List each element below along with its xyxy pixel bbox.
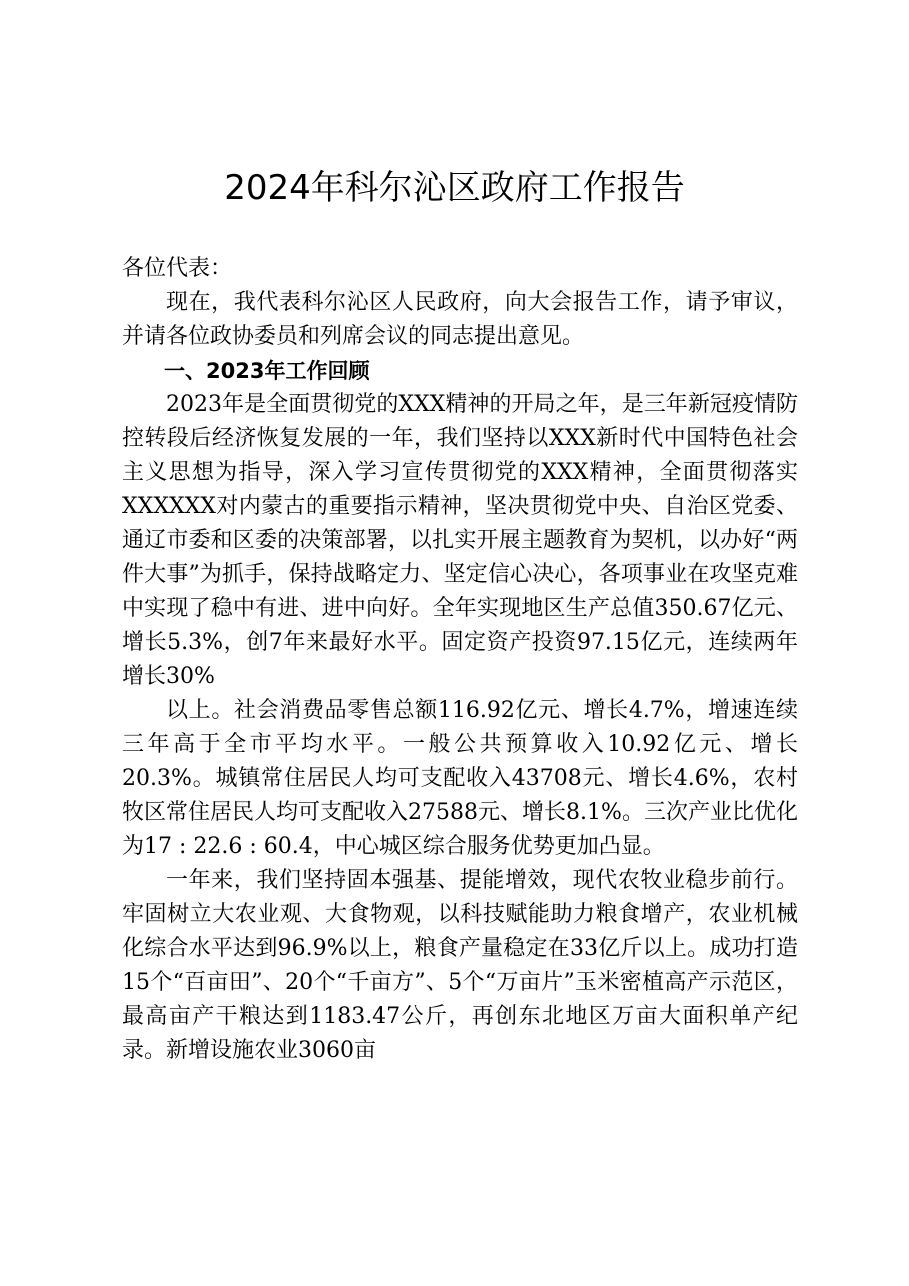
body-paragraph: 以上。社会消费品零售总额116.92亿元、增长4.7%，增速连续三年高于全市平均水平。一般公共预算收入10.92亿元、增长20.3%。城镇常住居民人均可支配收入43708元、增长4.6%，农村牧区常住居民人均可支配收入27588元、增长8.1%。三次产业比优化为17 : 22.6 : 60.4，中心城区综合服务优势更加凸显。 (122, 698, 798, 859)
section-heading: 一、2023年工作回顾 (164, 359, 370, 383)
document-title: 2024年科尔沁区政府工作报告 (224, 168, 685, 208)
body-paragraph: 一年来，我们坚持固本强基、提能增效，现代农牧业稳步前行。牢固树立大农业观、大食物观，以科技赋能助力粮食增产，农业机械化综合水平达到96.9%以上，粮食产量稳定在33亿斤以上。成功打造15个“百亩田”、20个“千亩方”、5个“万亩片”玉米密植高产示范区，最高亩产干粮达到1183.47公斤，再创东北地区万亩大面积单产纪录。新增设施农业3060亩 (122, 868, 798, 1063)
body-paragraph: 2023年是全面贯彻党的XXX精神的开局之年，是三年新冠疫情防控转段后经济恢复发展的一年，我们坚持以XXX新时代中国特色社会主义思想为指导，深入学习宣传贯彻党的XXX精神，全面贯彻落实XXXXXX对内蒙古的重要指示精神，坚决贯彻党中央、自治区党委、通辽市委和区委的决策部署，以扎实开展主题教育为契机，以办好“两件大事”为抓手，保持战略定力、坚定信心决心，各项事业在攻坚克难中实现了稳中有进、进中向好。全年实现地区生产总值350.67亿元、增长5.3%，创7年来最好水平。固定资产投资97.15亿元，连续两年增长30% (122, 392, 798, 689)
document-body (122, 252, 798, 1068)
intro-paragraph: 现在，我代表科尔沁区人民政府，向大会报告工作，请予审议，并请各位政协委员和列席会议的同志提出意见。 (122, 290, 798, 349)
salutation: 各位代表： (122, 256, 233, 281)
